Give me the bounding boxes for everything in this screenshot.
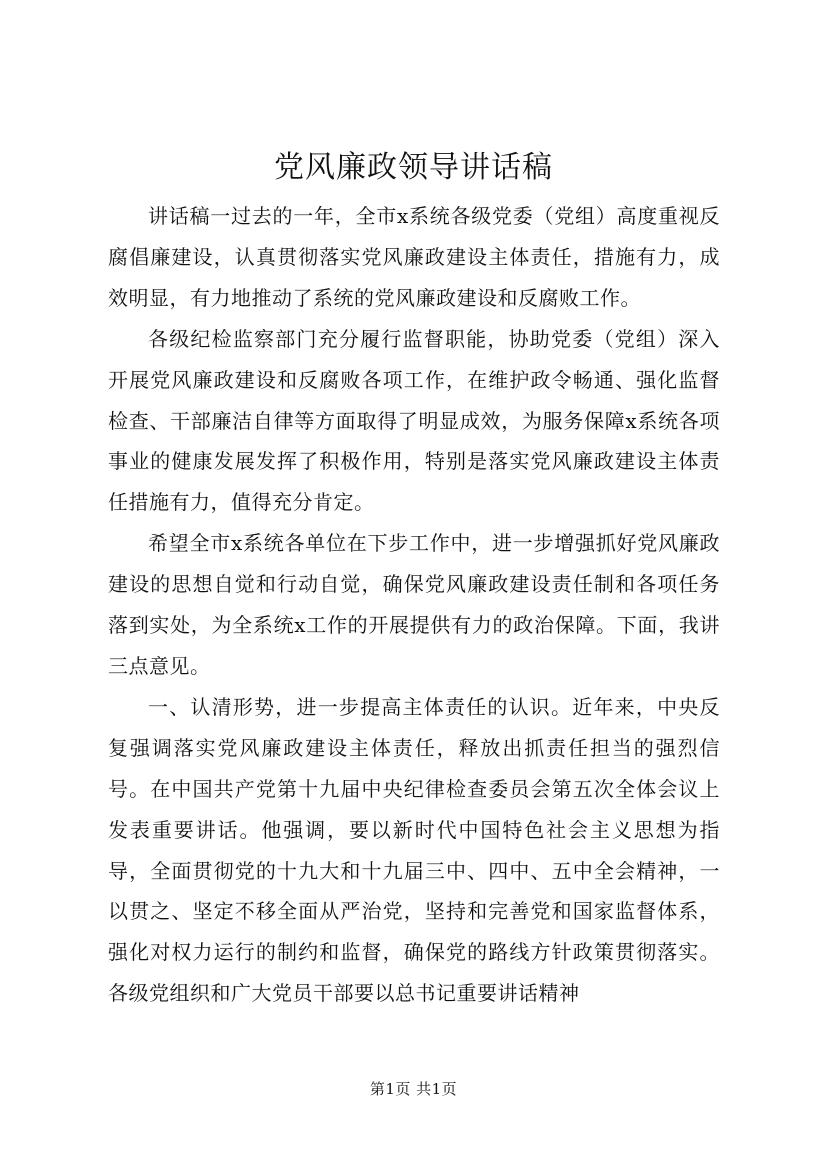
document-title: 党风廉政领导讲话稿 [274,150,553,185]
paragraph-3: 希望全市x系统各单位在下步工作中，进一步增强抓好党风廉政建设的思想自觉和行动自觉，确保党风廉政建设责任制和各项任务落到实处，为全系统x工作的开展提供有力的政治保障。下面，我讲三点意见。 [108,531,720,678]
paragraph-1: 讲话稿一过去的一年，全市x系统各级党委（党组）高度重视反腐倡廉建设，认真贯彻落实党风廉政建设主体责任，措施有力，成效明显，有力地推动了系统的党风廉政建设和反腐败工作。 [108,204,720,310]
page-number-footer: 第1页 共1页 [369,1080,458,1098]
paragraph-2: 各级纪检监察部门充分履行监督职能，协助党委（党组）深入开展党风廉政建设和反腐败各项工作，在维护政令畅通、强化监督检查、干部廉洁自律等方面取得了明显成效，为服务保障x系统各项事业的健康发展发挥了积极作用，特别是落实党风廉政建设主体责任措施有力，值得充分肯定。 [108,326,720,515]
document-body [108,196,720,1014]
paragraph-4: 一、认清形势，进一步提高主体责任的认识。近年来，中央反复强调落实党风廉政建设主体责任，释放出抓责任担当的强烈信号。在中国共产党第十九届中央纪律检查委员会第五次全体会议上发表重要讲话。他强调，要以新时代中国特色社会主义思想为指导，全面贯彻党的十九大和十九届三中、四中、五中全会精神，一以贯之、坚定不移全面从严治党，坚持和完善党和国家监督体系，强化对权力运行的制约和监督，确保党的路线方针政策贯彻落实。各级党组织和广大党员干部要以总书记重要讲话精神 [108,694,720,1006]
